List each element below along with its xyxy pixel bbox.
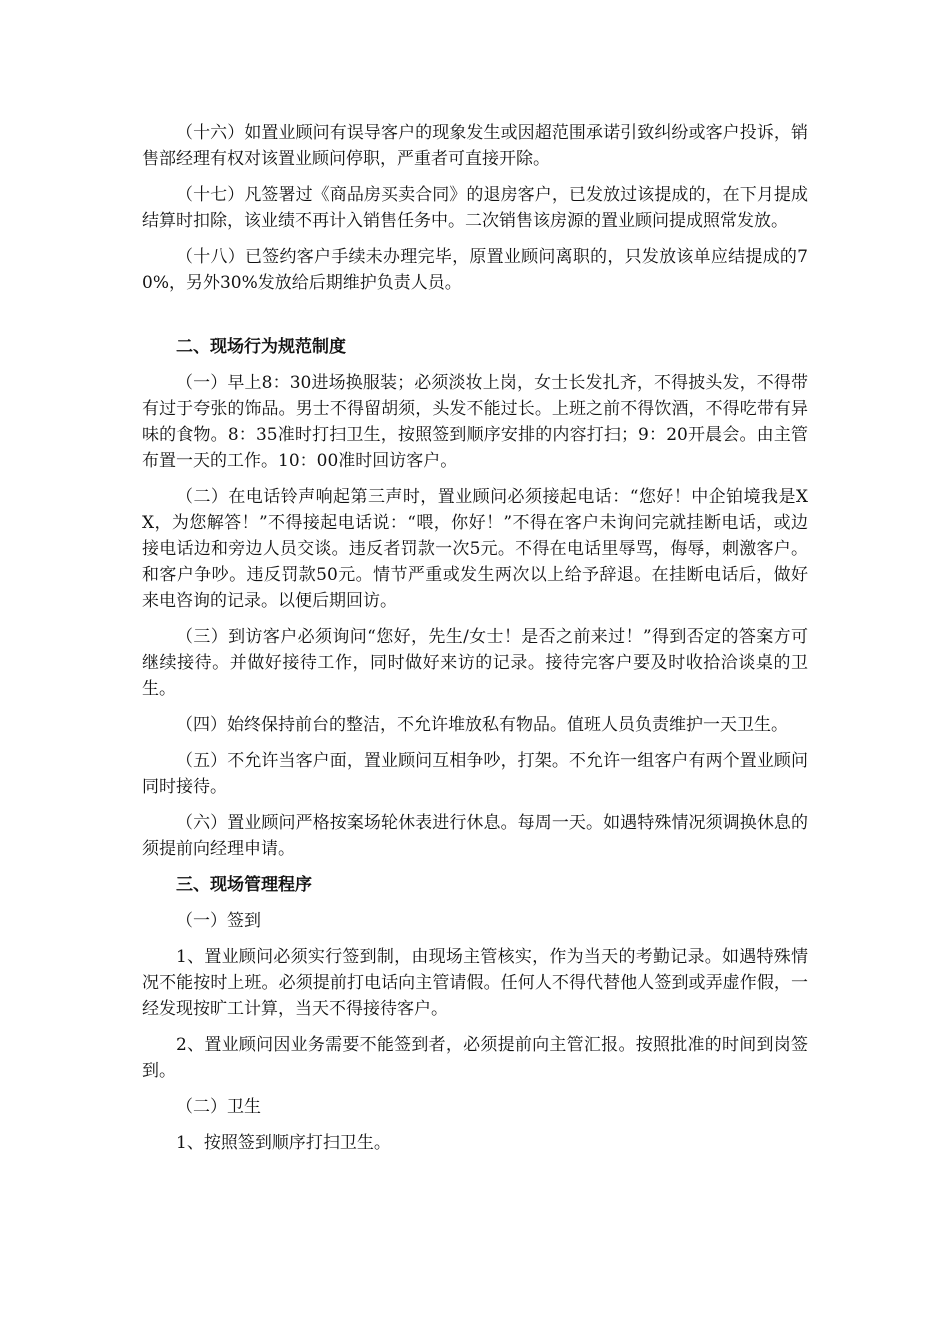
paragraph-17: （十七）凡签署过《商品房买卖合同》的退房客户，已发放过该提成的，在下月提成结算时扣除，该业绩不再计入销售任务中。二次销售该房源的置业顾问提成照常发放。 <box>142 185 808 231</box>
hygiene-item-1: 1、按照签到顺序打扫卫生。 <box>176 1133 391 1153</box>
rule-item-3: （三）到访客户必须询问“您好，先生/女士！是否之前来过！”得到否定的答案方可继续接待。并做好接待工作，同时做好来访的记录。接待完客户要及时收拾洽谈桌的卫生。 <box>142 627 808 699</box>
subsection-title-signin: （一）签到 <box>176 911 261 931</box>
signin-item-1: 1、置业顾问必须实行签到制，由现场主管核实，作为当天的考勤记录。如遇特殊情况不能按时上班。必须提前打电话向主管请假。任何人不得代替他人签到或弄虚作假，一经发现按旷工计算，当天不得接待客户。 <box>142 947 808 1019</box>
section-heading-behavior: 二、现场行为规范制度 <box>176 337 346 357</box>
signin-item-2: 2、置业顾问因业务需要不能签到者，必须提前向主管汇报。按照批准的时间到岗签到。 <box>142 1035 808 1081</box>
rule-item-2: （二）在电话铃声响起第三声时，置业顾问必须接起电话：“您好！中企铂境我是XX，为您解答！”不得接起电话说：“喂，你好！”不得在客户未询问完就挂断电话，或边接电话边和旁边人员交谈。违反者罚款一次5元。不得在电话里辱骂，侮辱，刺激客户。和客户争吵。违反罚款50元。情节严重或发生两次以上给予辞退。在挂断电话后，做好来电咨询的记录。以便后期回访。 <box>142 487 808 611</box>
paragraph-18: （十八）已签约客户手续未办理完毕，原置业顾问离职的，只发放该单应结提成的70%，另外30%发放给后期维护负责人员。 <box>142 247 808 293</box>
subsection-title-hygiene: （二）卫生 <box>176 1097 261 1117</box>
rule-item-1: （一）早上8：30进场换服装；必须淡妆上岗，女士长发扎齐，不得披头发，不得带有过于夸张的饰品。男士不得留胡须，头发不能过长。上班之前不得饮酒，不得吃带有异味的食物。8：35准时打扫卫生，按照签到顺序安排的内容打扫；9：20开晨会。由主管布置一天的工作。10：00准时回访客户。 <box>142 373 808 471</box>
document-body <box>142 120 808 1166</box>
section-heading-management: 三、现场管理程序 <box>176 875 312 895</box>
rule-item-6: （六）置业顾问严格按案场轮休表进行休息。每周一天。如遇特殊情况须调换休息的须提前向经理申请。 <box>142 813 808 859</box>
rule-item-5: （五）不允许当客户面，置业顾问互相争吵，打架。不允许一组客户有两个置业顾问同时接待。 <box>142 751 808 797</box>
paragraph-16: （十六）如置业顾问有误导客户的现象发生或因超范围承诺引致纠纷或客户投诉，销售部经理有权对该置业顾问停职，严重者可直接开除。 <box>142 123 808 169</box>
rule-item-4: （四）始终保持前台的整洁，不允许堆放私有物品。值班人员负责维护一天卫生。 <box>176 715 788 735</box>
